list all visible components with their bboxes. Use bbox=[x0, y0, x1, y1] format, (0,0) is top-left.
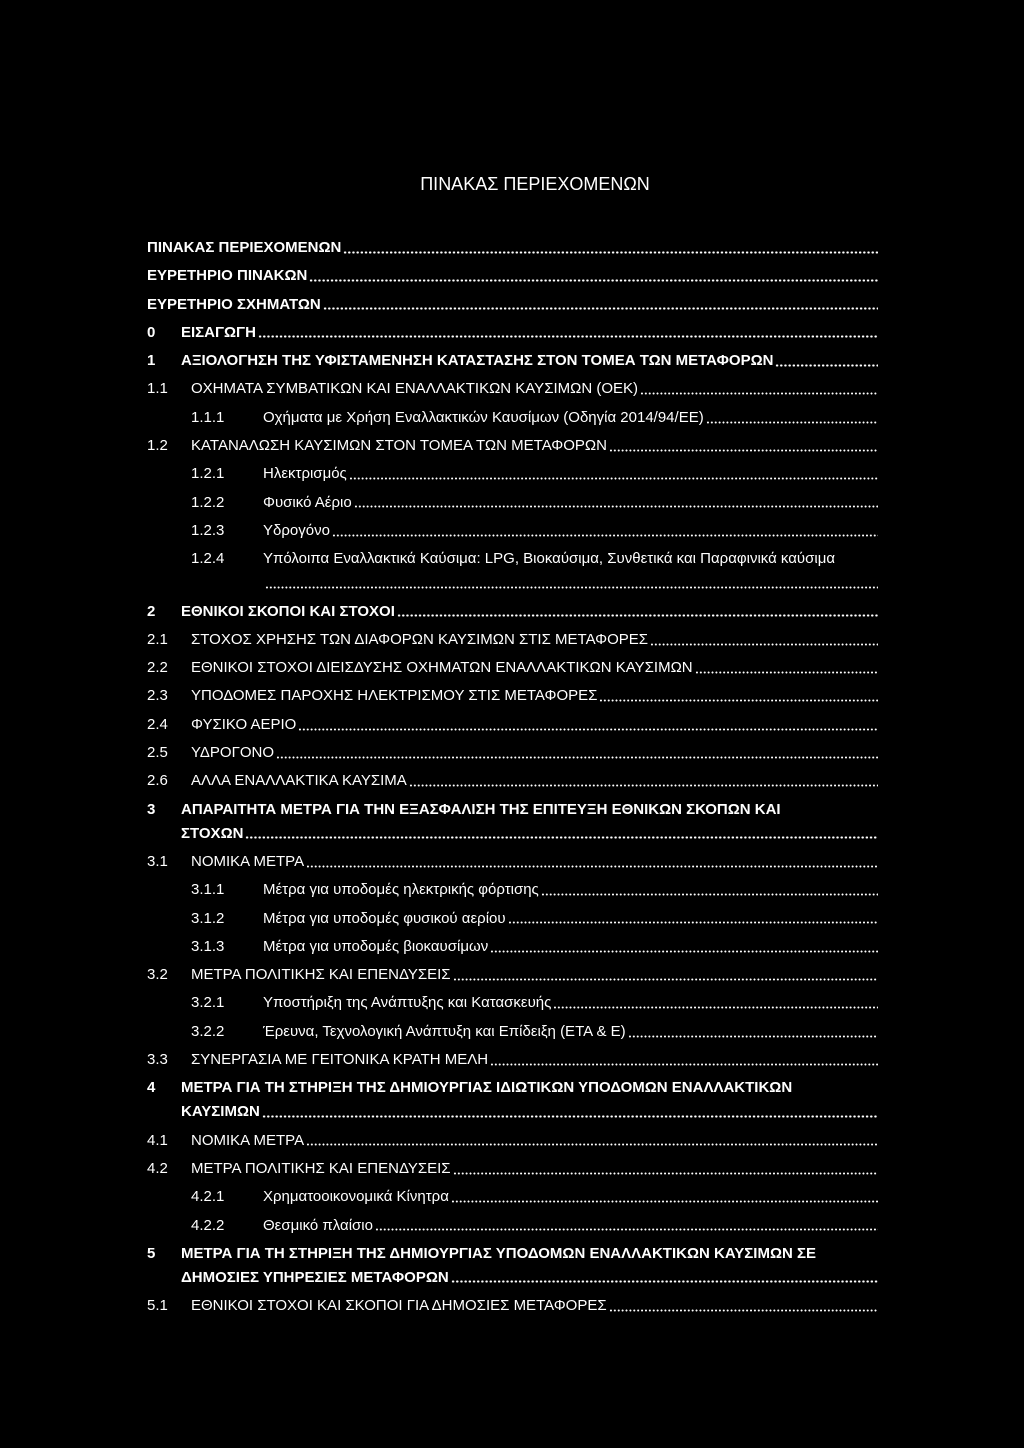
entry-line bbox=[147, 798, 878, 822]
dot-leader bbox=[775, 349, 878, 373]
entry-line bbox=[147, 850, 878, 874]
entry-number: 3 bbox=[147, 800, 156, 818]
entry-number: 2.4 bbox=[147, 715, 168, 733]
entry-number: 4.2.1 bbox=[191, 1188, 225, 1206]
dot-leader bbox=[306, 850, 878, 874]
entry-line bbox=[147, 1076, 878, 1100]
entry-line bbox=[147, 519, 878, 543]
entry-title: ΜΕΤΡΑ ΠΟΛΙΤΙΚΗΣ ΚΑΙ ΕΠΕΝΔΥΣΕΙΣ bbox=[191, 966, 451, 984]
entry-title: Υποστήριξη της Ανάπτυξης και Κατασκευής bbox=[263, 994, 552, 1012]
entry-title: ΦΥΣΙΚΟ ΑΕΡΙΟ bbox=[191, 715, 297, 733]
entry-number: 3.1.2 bbox=[191, 909, 225, 927]
toc-entry[interactable] bbox=[147, 377, 878, 401]
toc-entry[interactable] bbox=[147, 769, 878, 793]
dot-leader bbox=[508, 907, 878, 931]
entry-title: Φυσικό Αέριο bbox=[263, 493, 352, 511]
entry-number: 3.1.1 bbox=[191, 881, 225, 899]
entry-number: 3.2.2 bbox=[191, 1022, 225, 1040]
dot-leader bbox=[640, 377, 878, 401]
entry-line bbox=[147, 600, 878, 624]
entry-line bbox=[147, 1048, 878, 1072]
toc-entry[interactable] bbox=[147, 1048, 878, 1072]
entry-title: ΚΑΥΣΙΜΩΝ bbox=[181, 1103, 260, 1121]
entry-line bbox=[147, 1129, 878, 1153]
entry-title: ΕΘΝΙΚΟΙ ΣΤΟΧΟΙ ΔΙΕΙΣΔΥΣΗΣ ΟΧΗΜΑΤΩΝ ΕΝΑΛΛΑΚΤΙΚΩΝ ΚΑΥΣΙΜΩΝ bbox=[191, 659, 693, 677]
toc-entry[interactable] bbox=[147, 1076, 878, 1124]
dot-leader bbox=[245, 822, 878, 846]
toc-entry[interactable] bbox=[147, 991, 878, 1015]
dot-leader bbox=[599, 684, 878, 708]
dot-leader bbox=[265, 571, 878, 595]
dot-leader bbox=[451, 1266, 878, 1290]
entry-number: 1.2 bbox=[147, 437, 168, 455]
entry-title: ΣΥΝΕΡΓΑΣΙΑ ΜΕ ΓΕΙΤΟΝΙΚΑ ΚΡΑΤΗ ΜΕΛΗ bbox=[191, 1051, 489, 1069]
entry-line bbox=[147, 1214, 878, 1238]
toc-entry[interactable] bbox=[147, 741, 878, 765]
entry-title: ΕΥΡΕΤΗΡΙΟ ΣΧΗΜΑΤΩΝ bbox=[147, 295, 321, 313]
toc-entry[interactable] bbox=[147, 850, 878, 874]
dot-leader bbox=[262, 1100, 878, 1124]
dot-leader bbox=[409, 769, 878, 793]
entry-title: ΑΛΛΑ ΕΝΑΛΛΑΚΤΙΚΑ ΚΑΥΣΙΜΑ bbox=[191, 772, 407, 790]
entry-number: 5 bbox=[147, 1244, 156, 1262]
entry-line bbox=[147, 406, 878, 430]
entry-line bbox=[147, 935, 878, 959]
dot-leader bbox=[354, 491, 878, 515]
entry-title: ΜΕΤΡΑ ΓΙΑ ΤΗ ΣΤΗΡΙΞΗ ΤΗΣ ΔΗΜΙΟΥΡΓΙΑΣ ΙΔΙΩΤΙΚΩΝ ΥΠΟΔΟΜΩΝ ΕΝΑΛΛΑΚΤΙΚΩΝ bbox=[181, 1079, 793, 1097]
entry-line bbox=[147, 434, 878, 458]
entry-line bbox=[147, 321, 878, 345]
dot-leader bbox=[490, 935, 878, 959]
toc-entry[interactable] bbox=[147, 713, 878, 737]
entry-line bbox=[147, 236, 878, 260]
toc-entry[interactable] bbox=[147, 628, 878, 652]
dot-leader bbox=[258, 321, 878, 345]
entry-line bbox=[147, 1100, 878, 1124]
dot-leader bbox=[609, 434, 878, 458]
toc-list bbox=[147, 236, 878, 1322]
entry-number: 0 bbox=[147, 323, 156, 341]
toc-entry[interactable] bbox=[147, 684, 878, 708]
dot-leader bbox=[541, 878, 878, 902]
toc-entry[interactable] bbox=[147, 907, 878, 931]
toc-entry[interactable] bbox=[147, 264, 878, 288]
dot-leader bbox=[375, 1214, 878, 1238]
entry-number: 1.2.2 bbox=[191, 493, 225, 511]
entry-title: ΥΠΟΔΟΜΕΣ ΠΑΡΟΧΗΣ ΗΛΕΚΤΡΙΣΜΟΥ ΣΤΙΣ ΜΕΤΑΦΟΡΕΣ bbox=[191, 687, 598, 705]
entry-number: 2 bbox=[147, 602, 156, 620]
entry-title: ΣΤΟΧΟΣ ΧΡΗΣΗΣ ΤΩΝ ΔΙΑΦΟΡΩΝ ΚΑΥΣΙΜΩΝ ΣΤΙΣ ΜΕΤΑΦΟΡΕΣ bbox=[191, 630, 649, 648]
entry-title: ΕΙΣΑΓΩΓΗ bbox=[181, 323, 256, 341]
entry-line bbox=[147, 713, 878, 737]
dot-leader bbox=[309, 264, 878, 288]
entry-number: 4.2 bbox=[147, 1159, 168, 1177]
entry-number: 1 bbox=[147, 352, 156, 370]
entry-title: ΣΤΟΧΩΝ bbox=[181, 824, 244, 842]
toc-entry[interactable] bbox=[147, 293, 878, 317]
entry-title: Έρευνα, Τεχνολογική Ανάπτυξη και Επίδειξη (ΕΤΑ & Ε) bbox=[263, 1022, 626, 1040]
entry-line bbox=[147, 1266, 878, 1290]
entry-line bbox=[147, 1157, 878, 1181]
dot-leader bbox=[451, 1185, 878, 1209]
toc-entry[interactable] bbox=[147, 1129, 878, 1153]
entry-number: 2.5 bbox=[147, 744, 168, 762]
entry-number: 3.2.1 bbox=[191, 994, 225, 1012]
toc-entry[interactable] bbox=[147, 1214, 878, 1238]
entry-line bbox=[147, 377, 878, 401]
entry-line bbox=[147, 878, 878, 902]
toc-entry[interactable] bbox=[147, 462, 878, 486]
entry-title: ΔΗΜΟΣΙΕΣ ΥΠΗΡΕΣΙΕΣ ΜΕΤΑΦΟΡΩΝ bbox=[181, 1268, 449, 1286]
toc-entry[interactable] bbox=[147, 1185, 878, 1209]
dot-leader bbox=[490, 1048, 878, 1072]
entry-title: ΑΞΙΟΛΟΓΗΣΗ ΤΗΣ ΥΦΙΣΤΑΜΕΝΗΣΗ ΚΑΤΑΣΤΑΣΗΣ ΣΤΟΝ ΤΟΜΕΑ ΤΩΝ ΜΕΤΑΦΟΡΩΝ bbox=[181, 352, 774, 370]
entry-line bbox=[147, 264, 878, 288]
dot-leader bbox=[397, 600, 878, 624]
toc-entry[interactable] bbox=[147, 1294, 878, 1318]
entry-title: ΟΧΗΜΑΤΑ ΣΥΜΒΑΤΙΚΩΝ ΚΑΙ ΕΝΑΛΛΑΚΤΙΚΩΝ ΚΑΥΣΙΜΩΝ (ΟΕΚ) bbox=[191, 380, 639, 398]
dot-leader bbox=[695, 656, 878, 680]
entry-line bbox=[147, 547, 878, 571]
dot-leader bbox=[628, 1020, 878, 1044]
entry-title: ΜΕΤΡΑ ΠΟΛΙΤΙΚΗΣ ΚΑΙ ΕΠΕΝΔΥΣΕΙΣ bbox=[191, 1159, 451, 1177]
entry-line bbox=[147, 293, 878, 317]
entry-title: Υδρογόνο bbox=[263, 521, 330, 539]
dot-leader bbox=[453, 963, 878, 987]
entry-line bbox=[147, 1242, 878, 1266]
entry-number: 3.1.3 bbox=[191, 937, 225, 955]
entry-title: Οχήματα με Χρήση Εναλλακτικών Καυσίμων (Οδηγία 2014/94/ΕΕ) bbox=[263, 408, 704, 426]
dot-leader bbox=[650, 628, 878, 652]
entry-number: 2.1 bbox=[147, 630, 168, 648]
dot-leader bbox=[349, 462, 878, 486]
toc-entry[interactable] bbox=[147, 321, 878, 345]
entry-title: Υπόλοιπα Εναλλακτικά Καύσιμα: LPG, Βιοκαύσιμα, Συνθετικά και Παραφινικά καύσιμα bbox=[263, 550, 836, 568]
toc-entry[interactable] bbox=[147, 434, 878, 458]
entry-number: 2.6 bbox=[147, 772, 168, 790]
toc-entry[interactable] bbox=[147, 519, 878, 543]
entry-title: Θεσμικό πλαίσιο bbox=[263, 1216, 373, 1234]
toc-entry[interactable] bbox=[147, 1157, 878, 1181]
entry-title: ΝΟΜΙΚΑ ΜΕΤΡΑ bbox=[191, 852, 305, 870]
entry-title: ΑΠΑΡΑΙΤΗΤΑ ΜΕΤΡΑ ΓΙΑ ΤΗΝ ΕΞΑΣΦΑΛΙΣΗ ΤΗΣ ΕΠΙΤΕΥΞΗ ΕΘΝΙΚΩΝ ΣΚΟΠΩΝ ΚΑΙ bbox=[181, 800, 781, 818]
entry-number: 3.2 bbox=[147, 966, 168, 984]
entry-number: 4 bbox=[147, 1079, 156, 1097]
entry-number: 1.2.1 bbox=[191, 465, 225, 483]
entry-title: ΕΘΝΙΚΟΙ ΣΤΟΧΟΙ ΚΑΙ ΣΚΟΠΟΙ ΓΙΑ ΔΗΜΟΣΙΕΣ ΜΕΤΑΦΟΡΕΣ bbox=[191, 1297, 607, 1315]
entry-title: ΠΙΝΑΚΑΣ ΠΕΡΙΕΧΟΜΕΝΩΝ bbox=[147, 239, 342, 256]
toc-entry[interactable] bbox=[147, 349, 878, 373]
entry-line bbox=[147, 741, 878, 765]
entry-line bbox=[147, 907, 878, 931]
toc-entry[interactable] bbox=[147, 406, 878, 430]
entry-line bbox=[147, 1294, 878, 1318]
entry-line bbox=[147, 822, 878, 846]
entry-title: Μέτρα για υποδομές ηλεκτρικής φόρτισης bbox=[263, 881, 539, 899]
entry-title: ΥΔΡΟΓΟΝΟ bbox=[191, 744, 275, 762]
entry-line bbox=[147, 462, 878, 486]
entry-number: 1.2.4 bbox=[191, 550, 225, 568]
dot-leader bbox=[343, 236, 878, 260]
toc-entry[interactable] bbox=[147, 236, 878, 260]
entry-title: ΕΘΝΙΚΟΙ ΣΚΟΠΟΙ ΚΑΙ ΣΤΟΧΟΙ bbox=[181, 602, 395, 620]
dot-leader bbox=[553, 991, 878, 1015]
entry-title: ΕΥΡΕΤΗΡΙΟ ΠΙΝΑΚΩΝ bbox=[147, 267, 308, 285]
entry-number: 1.2.3 bbox=[191, 521, 225, 539]
entry-number: 2.2 bbox=[147, 659, 168, 677]
entry-line bbox=[147, 1020, 878, 1044]
entry-line bbox=[147, 571, 878, 595]
entry-line bbox=[147, 1185, 878, 1209]
entry-number: 4.1 bbox=[147, 1131, 168, 1149]
entry-number: 1.1.1 bbox=[191, 408, 225, 426]
entry-line bbox=[147, 656, 878, 680]
entry-number: 3.3 bbox=[147, 1051, 168, 1069]
entry-line bbox=[147, 963, 878, 987]
page-title: ΠΙΝΑΚΑΣ ΠΕΡΙΕΧΟΜΕΝΩΝ bbox=[420, 174, 650, 194]
entry-title: ΝΟΜΙΚΑ ΜΕΤΡΑ bbox=[191, 1131, 305, 1149]
entry-line bbox=[147, 349, 878, 373]
entry-line bbox=[147, 684, 878, 708]
dot-leader bbox=[706, 406, 878, 430]
dot-leader bbox=[276, 741, 878, 765]
toc-entry[interactable] bbox=[147, 798, 878, 846]
dot-leader bbox=[453, 1157, 878, 1181]
entry-title: Μέτρα για υποδομές βιοκαυσίμων bbox=[263, 937, 489, 955]
entry-line bbox=[147, 991, 878, 1015]
entry-number: 1.1 bbox=[147, 380, 168, 398]
entry-title: ΚΑΤΑΝΑΛΩΣΗ ΚΑΥΣΙΜΩΝ ΣΤΟΝ ΤΟΜΕΑ ΤΩΝ ΜΕΤΑΦΟΡΩΝ bbox=[191, 437, 607, 455]
entry-number: 2.3 bbox=[147, 687, 168, 705]
entry-number: 3.1 bbox=[147, 852, 168, 870]
dot-leader bbox=[609, 1294, 878, 1318]
toc-entry[interactable] bbox=[147, 878, 878, 902]
toc-entry[interactable] bbox=[147, 935, 878, 959]
entry-title: ΜΕΤΡΑ ΓΙΑ ΤΗ ΣΤΗΡΙΞΗ ΤΗΣ ΔΗΜΙΟΥΡΓΙΑΣ ΥΠΟΔΟΜΩΝ ΕΝΑΛΛΑΚΤΙΚΩΝ ΚΑΥΣΙΜΩΝ ΣΕ bbox=[181, 1244, 816, 1262]
toc-entry[interactable] bbox=[147, 600, 878, 624]
entry-title: Χρηματοοικονομικά Κίνητρα bbox=[263, 1188, 449, 1206]
dot-leader bbox=[298, 713, 878, 737]
entry-line bbox=[147, 491, 878, 515]
entry-number: 5.1 bbox=[147, 1297, 168, 1315]
toc-entry[interactable] bbox=[147, 1242, 878, 1290]
toc-entry[interactable] bbox=[147, 963, 878, 987]
entry-number: 4.2.2 bbox=[191, 1216, 225, 1234]
toc-entry[interactable] bbox=[147, 1020, 878, 1044]
toc-entry[interactable] bbox=[147, 491, 878, 515]
entry-line bbox=[147, 769, 878, 793]
toc-entry[interactable] bbox=[147, 547, 878, 595]
dot-leader bbox=[332, 519, 878, 543]
entry-line bbox=[147, 628, 878, 652]
dot-leader bbox=[323, 293, 878, 317]
toc-entry[interactable] bbox=[147, 656, 878, 680]
entry-title: Μέτρα για υποδομές φυσικού αερίου bbox=[263, 909, 506, 927]
entry-title: Ηλεκτρισμός bbox=[263, 465, 347, 483]
dot-leader bbox=[306, 1129, 878, 1153]
